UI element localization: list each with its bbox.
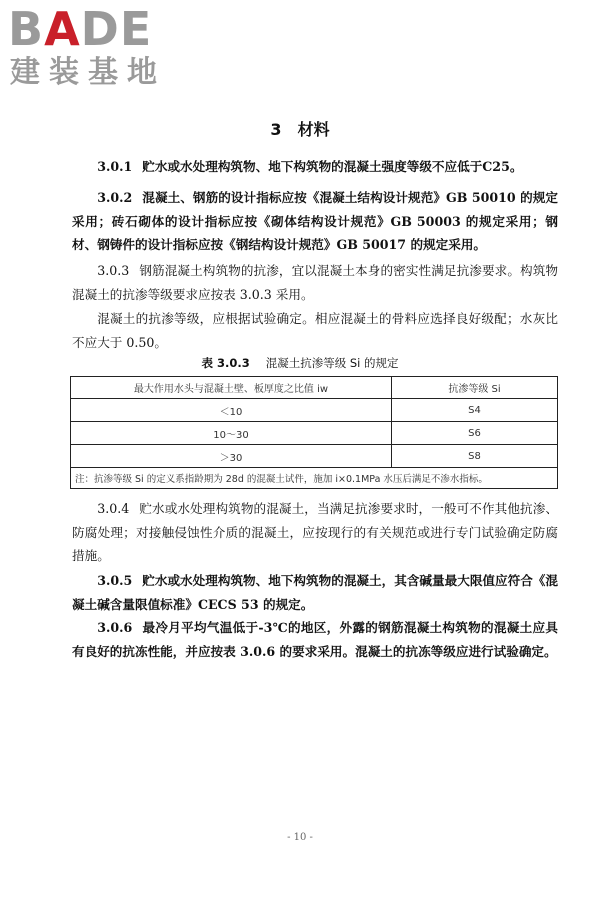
table-cell: S4 bbox=[392, 399, 558, 422]
clause-id: 3.0.3 bbox=[97, 263, 130, 278]
table-header-cell: 最大作用水头与混凝土壁、板厚度之比值 iw bbox=[71, 377, 392, 399]
table-header-row bbox=[71, 377, 558, 399]
impermeability-table bbox=[70, 376, 558, 489]
clause-3-0-4 bbox=[72, 497, 558, 568]
clause-text: 贮水或水处理构筑物的混凝土，当满足抗渗要求时，一般可不作其他抗渗、防腐处理；对接触侵蚀性介质的混凝土，应按现行的有关规范或进行专门试验确定防腐措施。 bbox=[72, 501, 558, 564]
clause-3-0-5 bbox=[72, 569, 558, 616]
table-caption-number: 表 3.0.3 bbox=[201, 356, 250, 370]
chapter-title bbox=[0, 117, 600, 140]
clause-3-0-2 bbox=[72, 186, 558, 257]
clause-id: 3.0.4 bbox=[97, 501, 130, 516]
chapter-number: 3 bbox=[270, 120, 282, 139]
clause-id: 3.0.6 bbox=[97, 620, 133, 635]
table-caption-title: 混凝土抗渗等级 Si 的规定 bbox=[265, 356, 399, 370]
table-cell: S6 bbox=[392, 422, 558, 445]
clause-3-0-1 bbox=[72, 155, 558, 179]
table-caption bbox=[0, 355, 600, 371]
page-number: - 10 - bbox=[287, 832, 313, 843]
clause-3-0-3 bbox=[72, 259, 558, 306]
logo-brand: BADE bbox=[8, 2, 153, 56]
clause-id: 3.0.2 bbox=[97, 190, 133, 205]
site-logo bbox=[8, 4, 178, 96]
table-cell: ＜10 bbox=[71, 399, 392, 422]
clause-3-0-6 bbox=[72, 616, 558, 663]
table-cell: ＞30 bbox=[71, 445, 392, 468]
clause-text: 混凝土、钢筋的设计指标应按《混凝土结构设计规范》GB 50010 的规定采用；砖石砌体的设计指标应按《砌体结构设计规范》GB 50003 的规定采用；钢材、钢铸件的设计指标应按《钢结构设计规范》GB 50017 的规定采用。 bbox=[72, 190, 558, 253]
clause-text: 钢筋混凝土构筑物的抗渗，宜以混凝土本身的密实性满足抗渗要求。构筑物混凝土的抗渗等级要求应按表 3.0.3 采用。 bbox=[72, 263, 558, 302]
clause-id: 3.0.1 bbox=[97, 159, 133, 174]
clause-text: 贮水或水处理构筑物、地下构筑物的混凝土强度等级不应低于C25。 bbox=[142, 159, 523, 174]
chapter-name: 材料 bbox=[297, 120, 330, 139]
table-note-row bbox=[71, 468, 558, 489]
table-header-cell: 抗渗等级 Si bbox=[392, 377, 558, 399]
clause-id: 3.0.5 bbox=[97, 573, 133, 588]
table-cell: S8 bbox=[392, 445, 558, 468]
table-note: 注：抗渗等级 Si 的定义系指龄期为 28d 的混凝土试件，施加 i×0.1MPa 水压后满足不渗水指标。 bbox=[71, 468, 558, 489]
clause-text: 贮水或水处理构筑物、地下构筑物的混凝土，其含碱量最大限值应符合《混凝土碱含量限值标准》CECS 53 的规定。 bbox=[72, 573, 558, 612]
table-row bbox=[71, 445, 558, 468]
logo-subtitle: 建装基地 bbox=[10, 55, 166, 90]
table-row bbox=[71, 399, 558, 422]
clause-3-0-3-extra: 混凝土的抗渗等级，应根据试验确定。相应混凝土的骨料应选择良好级配；水灰比不应大于 0.50。 bbox=[72, 311, 558, 350]
clause-text: 最冷月平均气温低于-3℃的地区，外露的钢筋混凝土构筑物的混凝土应具有良好的抗冻性能，并应按表 3.0.6 的要求采用。混凝土的抗冻等级应进行试验确定。 bbox=[72, 620, 558, 659]
table-cell: 10～30 bbox=[71, 422, 392, 445]
table-row bbox=[71, 422, 558, 445]
